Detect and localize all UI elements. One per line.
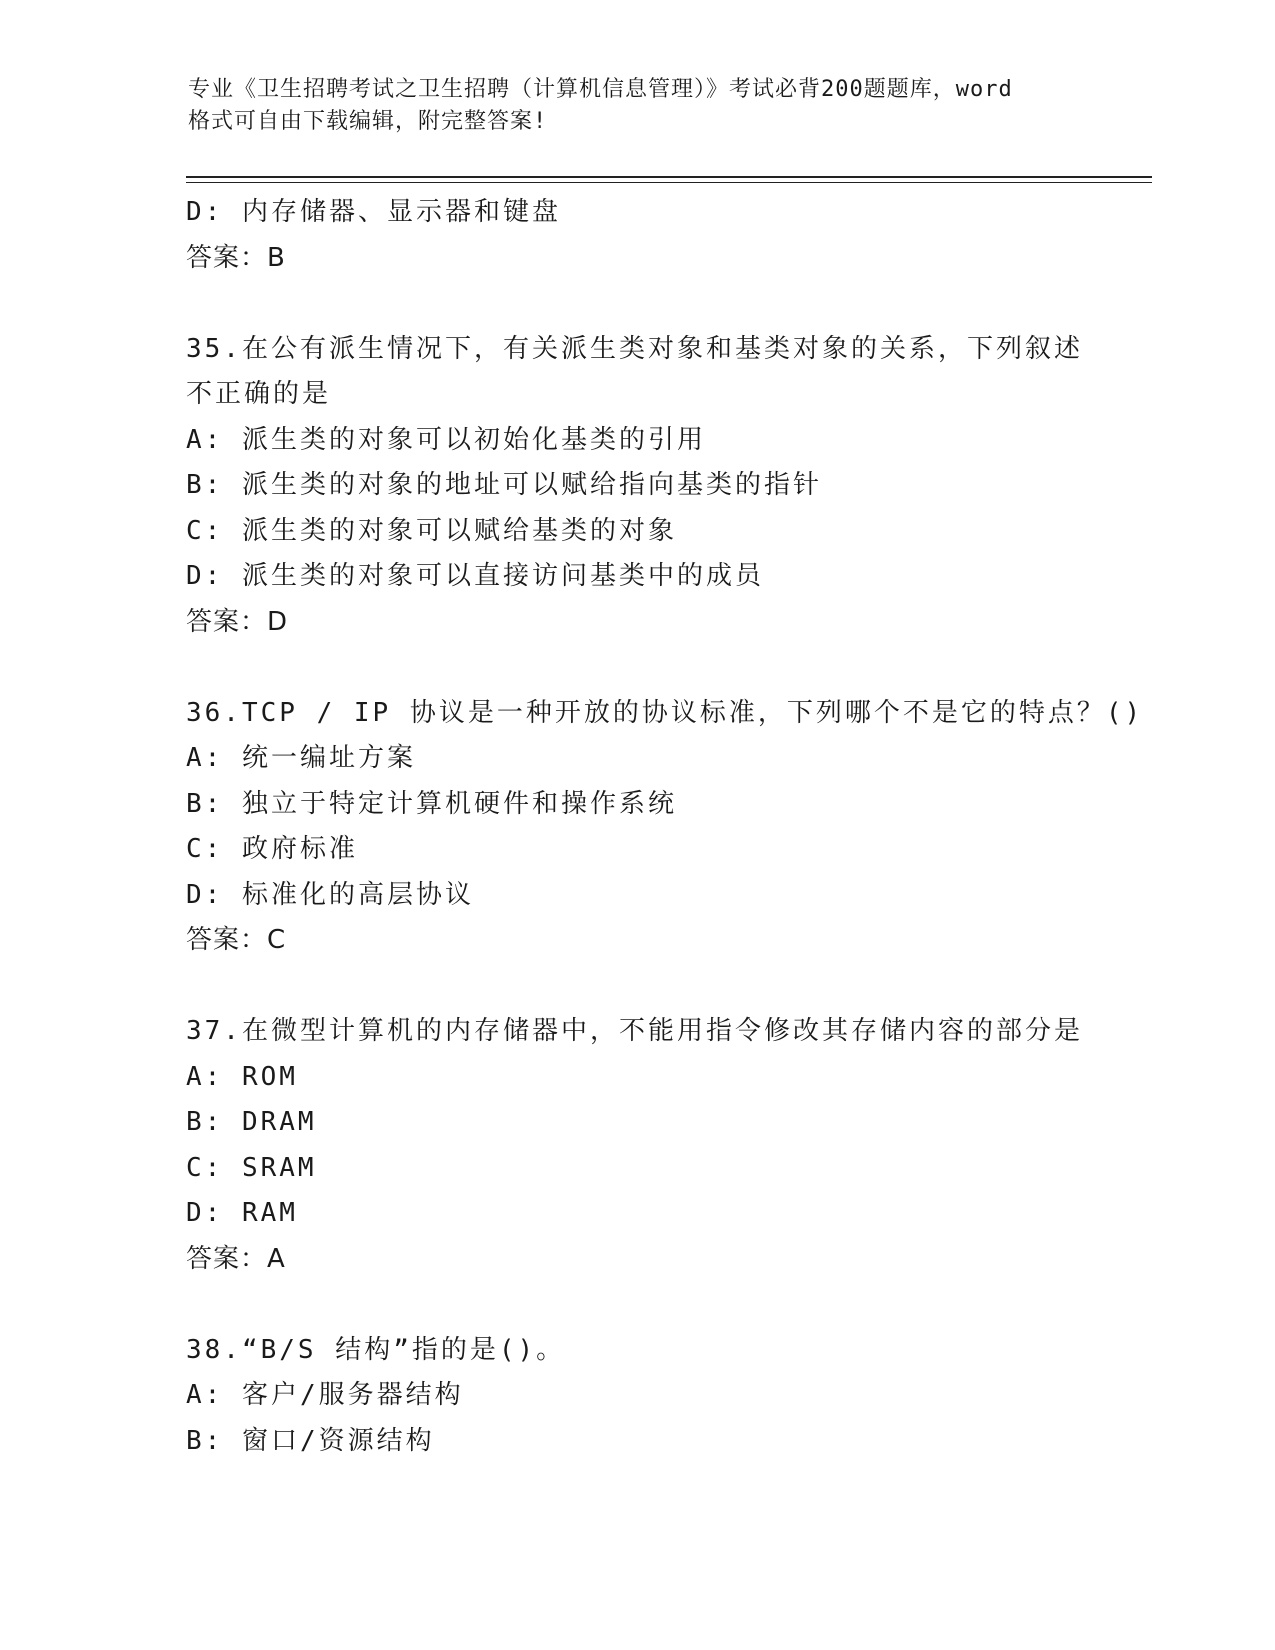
option-b: B: 派生类的对象的地址可以赋给指向基类的指针 (186, 470, 822, 500)
option-a: A: ROM (186, 1061, 298, 1092)
question-37 (186, 1009, 1086, 1282)
option-b: B: 独立于特定计算机硬件和操作系统 (186, 788, 677, 819)
option-c: C: 政府标准 (186, 834, 358, 864)
option-c: C: 派生类的对象可以赋给基类的对象 (186, 515, 677, 546)
header-rule-thin (186, 182, 1152, 183)
question-list (186, 190, 1144, 1464)
option-d: D: RAM (186, 1198, 298, 1228)
question-38 (186, 1328, 1086, 1465)
header-title-line-1: 专业《卫生招聘考试之卫生招聘（计算机信息管理）》考试必背200题题库，word (188, 77, 1013, 102)
header-title-line-2: 格式可自由下载编辑，附完整答案! (188, 109, 548, 134)
option-d: D: 内存储器、显示器和键盘 (186, 197, 561, 227)
option-d: D: 派生类的对象可以直接访问基类中的成员 (186, 561, 764, 591)
header-rule-thick (186, 176, 1152, 178)
option-b: B: DRAM (186, 1107, 317, 1137)
question-stem-continued: 不正确的是 (186, 379, 332, 409)
answer-line: 答案：C (186, 925, 287, 955)
option-d: D: 标准化的高层协议 (186, 879, 474, 910)
option-a: A: 统一编址方案 (186, 743, 416, 773)
answer-line: 答案：B (186, 242, 286, 273)
question-35 (186, 327, 1086, 646)
option-b: B: 窗口/资源结构 (186, 1425, 435, 1456)
answer-line: 答案：A (186, 1243, 286, 1274)
question-stem: 38.“B/S 结构”指的是()。 (186, 1334, 566, 1365)
answer-line: 答案：D (186, 606, 289, 637)
question-stem: 37.在微型计算机的内存储器中，不能用指令修改其存储内容的部分是 (186, 1016, 1083, 1046)
option-c: C: SRAM (186, 1152, 317, 1183)
document-header (188, 74, 1148, 138)
question-stem: 36.TCP / IP 协议是一种开放的协议标准，下列哪个不是它的特点？() (186, 697, 1144, 728)
option-a: A: 客户/服务器结构 (186, 1380, 464, 1410)
question-36 (186, 691, 1144, 964)
option-a: A: 派生类的对象可以初始化基类的引用 (186, 424, 706, 455)
question-stem: 35.在公有派生情况下，有关派生类对象和基类对象的关系，下列叙述 (186, 333, 1083, 364)
